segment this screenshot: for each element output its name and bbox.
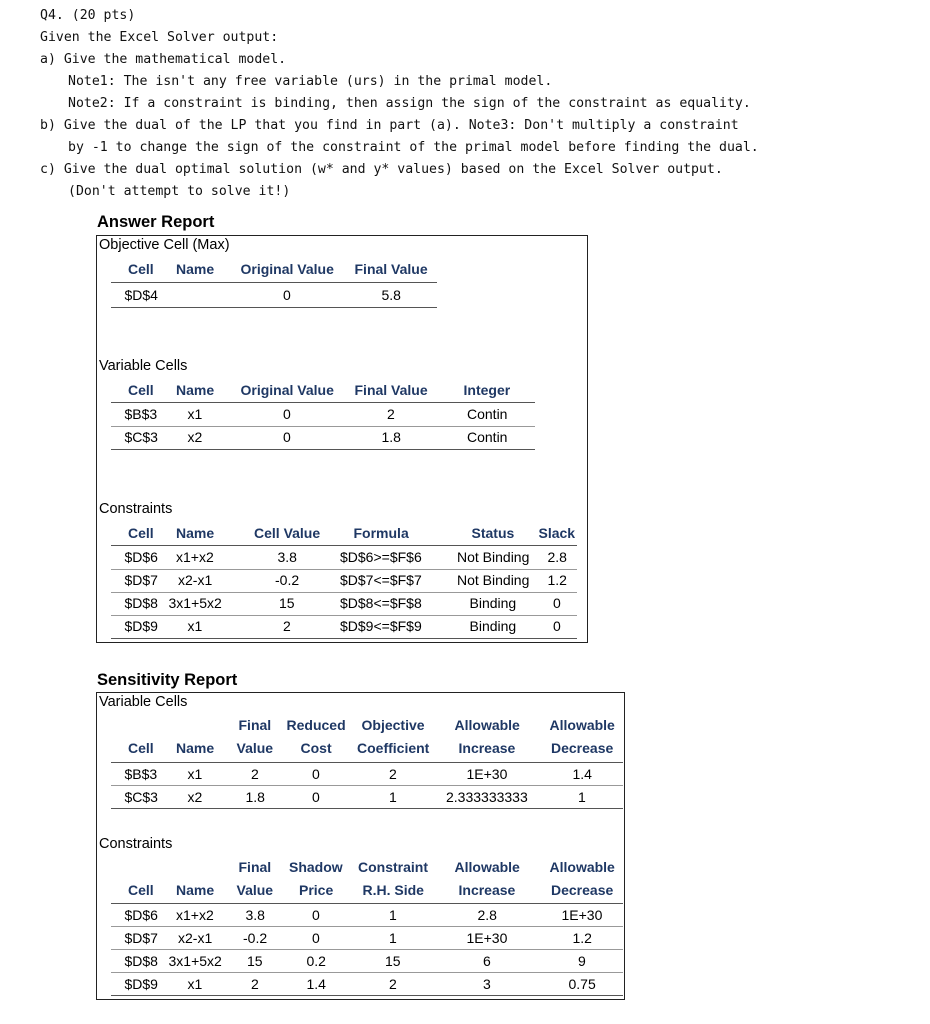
table-cell: 15 bbox=[247, 953, 263, 969]
table-rule bbox=[111, 808, 623, 809]
table-cell: 1 bbox=[389, 789, 397, 805]
question-line: Q4. (20 pts) bbox=[40, 8, 136, 23]
question-line: c) Give the dual optimal solution (w* and y* values) based on the Excel Solver output. bbox=[40, 162, 723, 177]
column-header: Increase bbox=[458, 740, 516, 756]
table-cell: 2.333333333 bbox=[446, 789, 528, 805]
column-header: Value bbox=[236, 740, 274, 756]
column-header: Final Value bbox=[354, 382, 428, 398]
table-cell: 3x1+5x2 bbox=[168, 953, 222, 969]
column-header: Objective bbox=[361, 717, 425, 733]
table-rule bbox=[111, 972, 623, 973]
table-cell: -0.2 bbox=[243, 930, 268, 946]
column-header: Final Value bbox=[354, 261, 428, 277]
table-rule bbox=[111, 282, 437, 283]
question-line: Note1: The isn't any free variable (urs) in the primal model. bbox=[68, 74, 553, 89]
constraints-label: Constraints bbox=[99, 501, 173, 517]
question-line: (Don't attempt to solve it!) bbox=[68, 184, 291, 199]
table-cell: 1.4 bbox=[572, 766, 592, 782]
table-cell: $D$4 bbox=[124, 287, 158, 303]
table-rule bbox=[111, 762, 623, 763]
table-rule bbox=[111, 949, 623, 950]
table-cell: x1 bbox=[187, 406, 203, 422]
table-cell: x2-x1 bbox=[178, 930, 213, 946]
column-header: Price bbox=[299, 882, 334, 898]
column-header: Increase bbox=[458, 882, 516, 898]
column-header: Final bbox=[238, 859, 272, 875]
table-rule bbox=[111, 569, 577, 570]
column-header: R.H. Side bbox=[362, 882, 424, 898]
column-header: Name bbox=[176, 382, 215, 398]
column-header: Cost bbox=[300, 740, 332, 756]
table-cell: Not Binding bbox=[457, 549, 530, 565]
column-header: Decrease bbox=[551, 740, 614, 756]
table-cell: 1 bbox=[578, 789, 586, 805]
table-cell: 0 bbox=[312, 789, 320, 805]
table-rule bbox=[111, 592, 577, 593]
table-cell: $D$9 bbox=[124, 976, 158, 992]
column-header: Allowable bbox=[549, 859, 615, 875]
table-cell: 2 bbox=[251, 976, 259, 992]
table-cell: 1 bbox=[389, 930, 397, 946]
table-cell: 1E+30 bbox=[466, 766, 508, 782]
table-cell: 2.8 bbox=[477, 907, 497, 923]
table-cell: 0.2 bbox=[306, 953, 326, 969]
table-cell: 2 bbox=[389, 976, 397, 992]
question-line: a) Give the mathematical model. bbox=[40, 52, 287, 67]
table-cell: 2 bbox=[387, 406, 395, 422]
table-cell: $C$3 bbox=[124, 789, 158, 805]
column-header: Shadow bbox=[289, 859, 343, 875]
table-cell: 2.8 bbox=[547, 549, 567, 565]
table-cell: 0 bbox=[312, 930, 320, 946]
column-header: Cell bbox=[128, 382, 154, 398]
table-cell: Binding bbox=[469, 618, 517, 634]
table-cell: x1 bbox=[187, 976, 203, 992]
column-header: Reduced bbox=[286, 717, 346, 733]
sensitivity-report-title: Sensitivity Report bbox=[97, 671, 238, 689]
column-header: Allowable bbox=[454, 859, 520, 875]
table-cell: $D$6>=$F$6 bbox=[340, 549, 422, 565]
sensitivity-report-box bbox=[96, 692, 625, 1000]
table-rule bbox=[111, 307, 437, 308]
sens-constraints-label: Constraints bbox=[99, 836, 173, 852]
table-cell: x1 bbox=[187, 618, 203, 634]
table-cell: x1+x2 bbox=[176, 907, 214, 923]
table-cell: 1 bbox=[389, 907, 397, 923]
table-cell: $C$3 bbox=[124, 429, 158, 445]
column-header: Original Value bbox=[240, 382, 334, 398]
table-cell: Not Binding bbox=[457, 572, 530, 588]
table-cell: 1.8 bbox=[245, 789, 265, 805]
answer-report-title: Answer Report bbox=[97, 213, 215, 231]
table-cell: 1E+30 bbox=[466, 930, 508, 946]
sens-variable-cells-label: Variable Cells bbox=[99, 694, 188, 710]
table-cell: $B$3 bbox=[124, 766, 158, 782]
table-cell: $D$7 bbox=[124, 572, 158, 588]
table-cell: $D$7 bbox=[124, 930, 158, 946]
table-cell: 3 bbox=[483, 976, 491, 992]
question-line: b) Give the dual of the LP that you find in part (a). Note3: Don't multiply a constraint bbox=[40, 118, 739, 133]
column-header: Integer bbox=[463, 382, 511, 398]
objective-cell-label: Objective Cell (Max) bbox=[99, 237, 230, 253]
table-cell: 0 bbox=[312, 766, 320, 782]
column-header: Cell Value bbox=[254, 525, 321, 541]
column-header: Name bbox=[176, 740, 215, 756]
table-cell: x1+x2 bbox=[176, 549, 214, 565]
table-cell: 0 bbox=[553, 618, 561, 634]
table-cell: 0 bbox=[553, 595, 561, 611]
question-line: Given the Excel Solver output: bbox=[40, 30, 279, 45]
table-cell: 0 bbox=[283, 406, 291, 422]
table-cell: x2 bbox=[187, 429, 203, 445]
table-cell: 0 bbox=[283, 287, 291, 303]
table-cell: 0.75 bbox=[568, 976, 596, 992]
table-rule bbox=[111, 545, 577, 546]
table-rule bbox=[111, 995, 623, 996]
table-rule bbox=[111, 615, 577, 616]
table-cell: 2 bbox=[389, 766, 397, 782]
column-header: Cell bbox=[128, 261, 154, 277]
column-header: Name bbox=[176, 525, 215, 541]
table-cell: $D$9<=$F$9 bbox=[340, 618, 422, 634]
table-cell: $D$8 bbox=[124, 953, 158, 969]
table-cell: $B$3 bbox=[124, 406, 158, 422]
column-header: Status bbox=[471, 525, 515, 541]
table-cell: 3.8 bbox=[277, 549, 297, 565]
table-cell: $D$8<=$F$8 bbox=[340, 595, 422, 611]
table-cell: 3x1+5x2 bbox=[168, 595, 222, 611]
column-header: Name bbox=[176, 882, 215, 898]
column-header: Final bbox=[238, 717, 272, 733]
table-cell: 1.8 bbox=[381, 429, 401, 445]
table-cell: 2 bbox=[283, 618, 291, 634]
table-rule bbox=[111, 903, 623, 904]
question-line: by -1 to change the sign of the constraint of the primal model before finding the dual. bbox=[68, 140, 759, 155]
table-cell: 3.8 bbox=[245, 907, 265, 923]
table-cell: Contin bbox=[467, 429, 508, 445]
table-cell: 1.2 bbox=[547, 572, 567, 588]
column-header: Name bbox=[176, 261, 215, 277]
table-cell: 0 bbox=[283, 429, 291, 445]
column-header: Slack bbox=[538, 525, 576, 541]
column-header: Cell bbox=[128, 882, 154, 898]
column-header: Constraint bbox=[358, 859, 428, 875]
table-cell: 0 bbox=[312, 907, 320, 923]
table-rule bbox=[111, 402, 535, 403]
table-cell: x2-x1 bbox=[178, 572, 213, 588]
table-cell: 9 bbox=[578, 953, 586, 969]
table-cell: $D$8 bbox=[124, 595, 158, 611]
table-cell: 5.8 bbox=[381, 287, 401, 303]
table-cell: $D$9 bbox=[124, 618, 158, 634]
table-cell: 1.2 bbox=[572, 930, 592, 946]
table-cell: 15 bbox=[279, 595, 295, 611]
table-cell: $D$7<=$F$7 bbox=[340, 572, 422, 588]
question-line: Note2: If a constraint is binding, then assign the sign of the constraint as equality. bbox=[68, 96, 751, 111]
column-header: Original Value bbox=[240, 261, 334, 277]
table-cell: x1 bbox=[187, 766, 203, 782]
table-cell: x2 bbox=[187, 789, 203, 805]
table-cell: $D$6 bbox=[124, 907, 158, 923]
column-header: Cell bbox=[128, 525, 154, 541]
answer-report-box bbox=[96, 235, 588, 643]
column-header: Cell bbox=[128, 740, 154, 756]
table-rule bbox=[111, 785, 623, 786]
table-rule bbox=[111, 926, 623, 927]
table-rule bbox=[111, 426, 535, 427]
column-header: Decrease bbox=[551, 882, 614, 898]
table-cell: -0.2 bbox=[275, 572, 300, 588]
table-rule bbox=[111, 449, 535, 450]
table-cell: 2 bbox=[251, 766, 259, 782]
column-header: Coefficient bbox=[357, 740, 430, 756]
table-cell: 6 bbox=[483, 953, 491, 969]
table-cell: 15 bbox=[385, 953, 401, 969]
column-header: Formula bbox=[353, 525, 409, 541]
column-header: Allowable bbox=[454, 717, 520, 733]
column-header: Allowable bbox=[549, 717, 615, 733]
table-cell: Binding bbox=[469, 595, 517, 611]
table-cell: $D$6 bbox=[124, 549, 158, 565]
column-header: Value bbox=[236, 882, 274, 898]
table-rule bbox=[111, 638, 577, 639]
table-cell: Contin bbox=[467, 406, 508, 422]
variable-cells-label: Variable Cells bbox=[99, 358, 188, 374]
table-cell: 1.4 bbox=[306, 976, 326, 992]
table-cell: 1E+30 bbox=[561, 907, 603, 923]
